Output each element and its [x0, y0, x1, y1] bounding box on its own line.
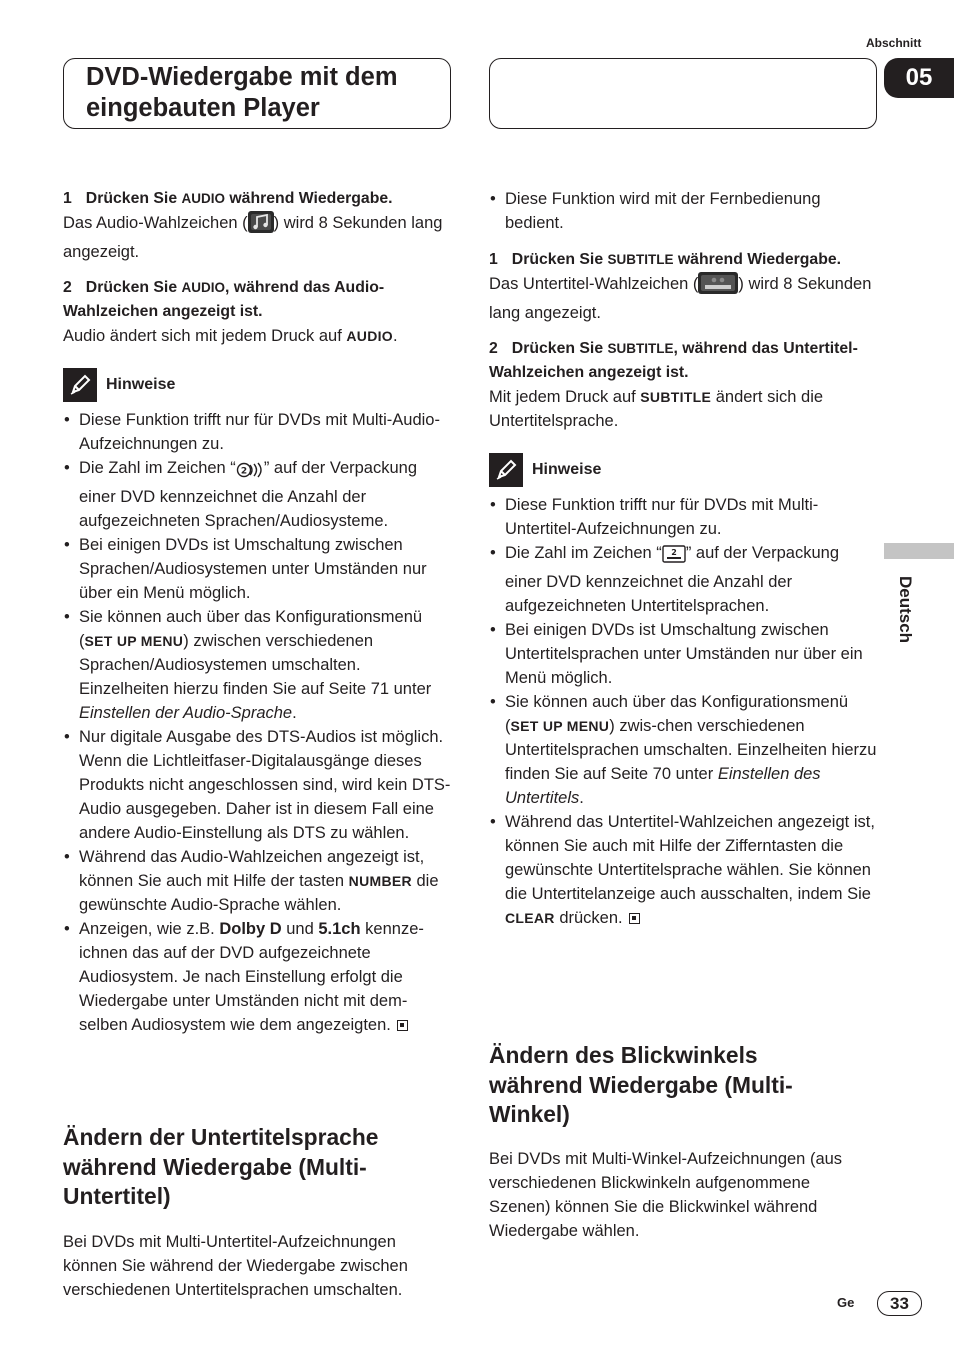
note-text: ) zwischen verschiedenen Sprachen/Audiosystemen umschalten. Einzelheiten hierzu finden Sie auf Seite 71 unter: [79, 632, 432, 698]
intro-bullet: • Diese Funktion wird mit der Fernbedienung bedient.: [489, 187, 879, 235]
end-mark-icon: [397, 1020, 408, 1031]
note-item: [489, 690, 879, 810]
note-text: Während das Audio-Wahlzeichen angezeigt ist, können Sie auch mit Hilfe der tasten: [79, 848, 425, 890]
section-body-subtitle: Bei DVDs mit Multi-Untertitel-Aufzeichnungen können Sie während der Wiedergabe zwischen verschiedenen Untertitelsprachen umschalten.: [63, 1233, 408, 1299]
note-text: Anzeigen, wie z.B.: [79, 920, 220, 938]
section-label: Abschnitt: [866, 36, 922, 50]
body-text: Mit jedem Druck auf: [489, 388, 641, 406]
note-item: • Diese Funktion trifft nur für DVDs mit Multi-Untertitel-Aufzeichnungen zu.: [489, 493, 879, 541]
step-2-heading: [63, 276, 453, 324]
step-text: , während das Audio-Wahlzeichen angezeigt ist.: [63, 279, 385, 320]
multi-audio-symbol-icon: [236, 461, 264, 485]
step-2-heading: [489, 337, 879, 385]
cross-reference: Einstellen der Audio-Sprache: [79, 704, 293, 722]
body-text: ändert sich die Untertitelsprache.: [489, 388, 824, 430]
section-number-badge: 05: [884, 58, 954, 98]
step-1-heading: [63, 187, 453, 211]
note-text: Während das Untertitel-Wahlzeichen angezeigt ist, können Sie auch mit Hilfe der Zifferntasten die gewünschte Untertitelsprache wählen. Sie können die Untertitelanzeige auch ausschalten, indem Sie: [505, 813, 875, 903]
chapter-title-line2: eingebauten Player: [86, 94, 320, 122]
step-text: während Wiedergabe.: [673, 251, 842, 268]
note-pencil-icon: [489, 453, 523, 487]
step-number: 2: [63, 279, 72, 296]
notes-list: [489, 493, 879, 930]
key-subtitle: SUBTITLE: [607, 341, 674, 356]
step-text: während Wiedergabe.: [225, 190, 393, 207]
note-text: und: [281, 920, 319, 938]
header-empty-box: [489, 58, 877, 129]
note-text: .: [579, 789, 584, 807]
note-text: ” auf der Verpackung einer DVD kennzeichnet die Anzahl der aufgezeichneten Untertitelsprachen.: [505, 544, 839, 615]
key-clear: CLEAR: [505, 910, 555, 926]
svg-text:2: 2: [671, 548, 677, 557]
note-pencil-icon: [63, 368, 97, 402]
note-text: Sie können auch über das Konfigurationsmenü (: [505, 693, 849, 735]
chapter-title-line1: DVD-Wiedergabe mit dem: [86, 63, 398, 91]
language-code: Ge: [837, 1295, 855, 1310]
step-text: , während das Untertitel-Wahlzeichen angezeigt ist.: [489, 340, 858, 381]
language-label: Deutsch: [896, 576, 915, 644]
note-item: • Bei einigen DVDs ist Umschaltung zwischen Untertitelsprachen unter Umständen nur über ein Menü möglich.: [489, 618, 879, 690]
note-text: .: [292, 704, 297, 722]
chapter-title-box: [63, 58, 451, 129]
step-1-body: [63, 211, 453, 264]
intro-list: [489, 187, 879, 235]
notes-label: Hinweise: [106, 376, 176, 393]
section-heading-subtitle: Ändern der Untertitelsprache während Wiedergabe (Multi-Untertitel): [63, 1124, 379, 1209]
cross-reference: Einstellen des Untertitels: [505, 765, 821, 807]
step-1-body: [489, 272, 879, 325]
multi-subtitle-symbol-icon: [662, 545, 686, 570]
note-item: [63, 917, 453, 1037]
body-text: .: [393, 327, 398, 345]
note-item: [63, 605, 453, 725]
key-audio: AUDIO: [181, 191, 225, 206]
step-number: 2: [489, 340, 498, 357]
note-item: • Bei einigen DVDs ist Umschaltung zwischen Sprachen/Audiosystemen unter Umständen nur über ein Menü möglich.: [63, 533, 453, 605]
page-number: 33: [877, 1291, 922, 1316]
body-text: Audio ändert sich mit jedem Druck auf: [63, 327, 347, 345]
note-item: [63, 456, 453, 533]
end-mark-icon: [629, 913, 640, 924]
step-text: Drücken Sie: [511, 340, 608, 357]
body-text: Das Audio-Wahlzeichen (: [63, 214, 248, 232]
note-text: Die Zahl im Zeichen “: [505, 544, 662, 562]
key-number: NUMBER: [348, 873, 412, 889]
step-1-heading: [489, 248, 879, 272]
section-heading-angle: Ändern des Blickwinkels während Wiedergabe (Multi-Winkel): [489, 1042, 793, 1127]
key-setup-menu: SET UP MENU: [84, 633, 184, 649]
step-text: Drücken Sie: [511, 251, 608, 268]
key-setup-menu: SET UP MENU: [510, 718, 610, 734]
key-subtitle: SUBTITLE: [640, 389, 712, 405]
section-body-angle: Bei DVDs mit Multi-Winkel-Aufzeichnungen (aus verschiedenen Blickwinkeln aufgenommene Szenen) können Sie die Blickwinkel während Wiedergabe wählen.: [489, 1150, 843, 1240]
notes-header: [63, 368, 453, 402]
body-text: Das Untertitel-Wahlzeichen (: [489, 275, 699, 293]
body-text: ) wird 8 Sekunden lang angezeigt.: [489, 275, 872, 322]
step-number: 1: [489, 251, 498, 268]
step-2-body: [63, 324, 453, 348]
note-item: • Diese Funktion trifft nur für DVDs mit Multi-Audio-Aufzeichnungen zu.: [63, 408, 453, 456]
step-text: Drücken Sie: [85, 190, 182, 207]
body-text: ) wird 8 Sekunden lang angezeigt.: [63, 214, 443, 261]
notes-label: Hinweise: [532, 461, 602, 478]
audio-selection-icon: [248, 211, 274, 240]
svg-text:2: 2: [240, 466, 247, 477]
key-subtitle: SUBTITLE: [607, 252, 674, 267]
note-text: ) zwis-chen verschiedenen Untertitelsprachen umschalten. Einzelheiten hierzu finden Sie auf Seite 70 unter: [505, 717, 877, 783]
left-column: [63, 187, 453, 1037]
note-text: Die Zahl im Zeichen “: [79, 459, 236, 477]
notes-list: [63, 408, 453, 1037]
note-item: [489, 810, 879, 930]
key-audio: AUDIO: [181, 280, 225, 295]
notes-header: [489, 453, 879, 487]
note-text: kennze-ichnen das auf der DVD aufgezeichnete Audiosystem. Je nach Einstellung erfolgt die Wiedergabe unter Umständen nicht mit dem-selben Audiosystem wie dem angezeigten.: [79, 920, 424, 1034]
note-text: drücken.: [554, 909, 623, 927]
chapter-title: [86, 62, 398, 124]
key-audio: AUDIO: [346, 328, 394, 344]
note-text: Sie können auch über das Konfigurationsmenü (: [79, 608, 423, 650]
step-2-body: [489, 385, 879, 433]
language-tab: [884, 543, 954, 559]
note-item: [489, 541, 879, 618]
note-item: [63, 845, 453, 917]
note-text: ” auf der Verpackung einer DVD kennzeichnet die Anzahl der aufgezeichneten Sprachen/Audiosysteme.: [79, 459, 417, 530]
subtitle-selection-icon: [698, 272, 738, 301]
note-item: • Nur digitale Ausgabe des DTS-Audios ist möglich. Wenn die Lichtleitfaser-Digitalausgänge dieses Produkts nicht angeschlossen sind, wird kein DTS-Audio ausgegeben. Daher ist in diesem Fall eine andere Audio-Einstellung als DTS zu wählen.: [63, 725, 453, 845]
dolby-label: Dolby D: [219, 920, 282, 938]
right-column: [489, 187, 879, 930]
step-text: Drücken Sie: [85, 279, 182, 296]
step-number: 1: [63, 190, 72, 207]
channel-label: 5.1ch: [318, 920, 361, 938]
note-text: die gewünschte Audio-Sprache wählen.: [79, 872, 439, 914]
